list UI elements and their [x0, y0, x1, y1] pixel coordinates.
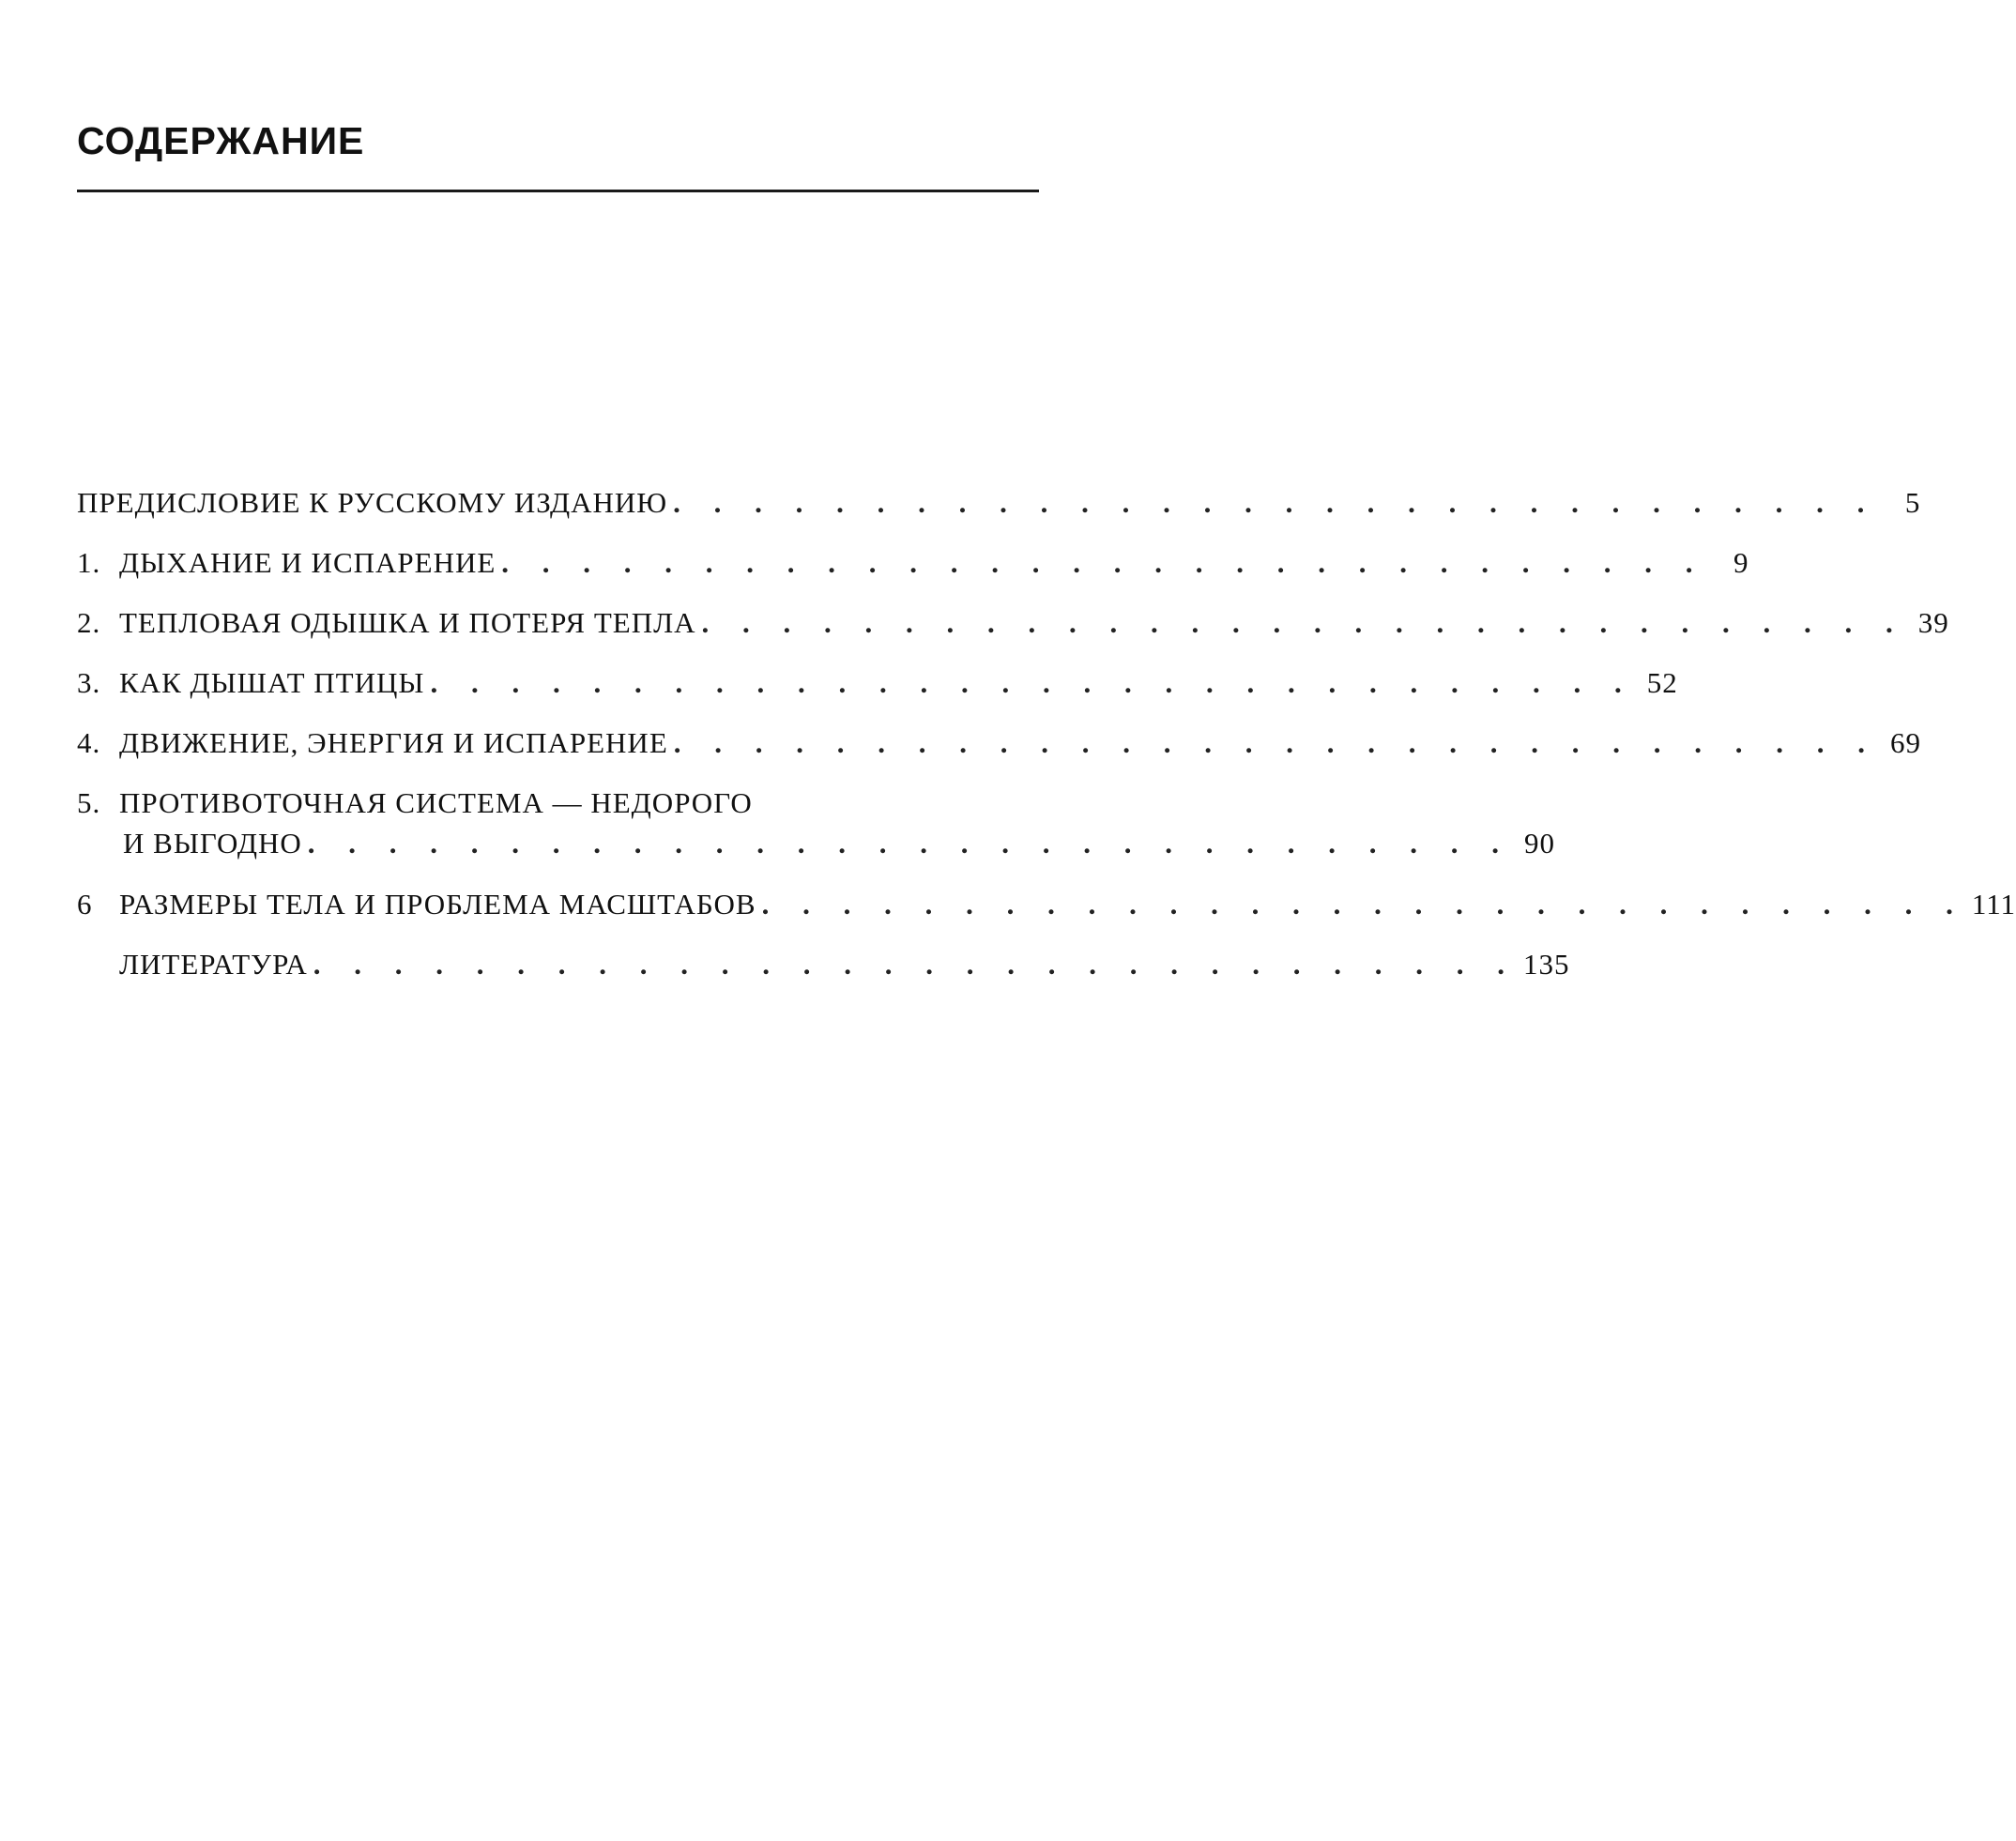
toc-entry-title: ПРОТИВОТОЧНАЯ СИСТЕМА — НЕДОРОГО — [119, 786, 753, 819]
toc-entry-number: 1. — [77, 546, 101, 579]
toc-entry-title: КАК ДЫШАТ ПТИЦЫ — [119, 666, 425, 699]
toc-page-number: 135 — [1523, 948, 1570, 981]
toc-entry-title: РАЗМЕРЫ ТЕЛА И ПРОБЛЕМА МАСШТАБОВ — [119, 888, 756, 920]
toc-entry[interactable] — [77, 486, 1921, 548]
toc-page-number: 9 — [1733, 546, 1749, 579]
dot-leader: . . . . . . . . . . . . . . . . . . . . . . . . . . . . . . — [673, 726, 1879, 759]
toc-entry[interactable] — [77, 666, 1678, 728]
toc-entry[interactable] — [77, 786, 1556, 890]
toc-page-number: 69 — [1890, 726, 1922, 759]
dot-leader: . . . . . . . . . . . . . . . . . . . . . . . . . . . . . . — [673, 486, 1878, 519]
toc-entry-title: ПРЕДИСЛОВИЕ К РУССКОМУ ИЗДАНИЮ — [77, 486, 668, 519]
toc-entry-number: 6 — [77, 888, 93, 920]
toc-page-number: 39 — [1917, 606, 1949, 639]
title-divider — [77, 190, 1039, 192]
toc-entry[interactable] — [77, 546, 1749, 608]
dot-leader: . . . . . . . . . . . . . . . . . . . . . . . . . . . . . . — [313, 948, 1519, 981]
table-of-contents — [77, 486, 2016, 1010]
toc-entry[interactable] — [77, 948, 1570, 1010]
page-title: СОДЕРЖАНИЕ — [77, 119, 365, 162]
toc-entry-title: ДВИЖЕНИЕ, ЭНЕРГИЯ И ИСПАРЕНИЕ — [119, 726, 668, 759]
dot-leader: . . . . . . . . . . . . . . . . . . . . . . . . . . . . . . — [307, 827, 1513, 860]
toc-page-number: 111 — [1971, 888, 2016, 920]
toc-entry[interactable] — [77, 888, 2016, 950]
dot-leader: . . . . . . . . . . . . . . . . . . . . . . . . . . . . . . — [501, 546, 1706, 579]
toc-page-number: 5 — [1904, 486, 1921, 519]
toc-entry-title-continued: И ВЫГОДНО — [123, 827, 302, 860]
toc-entry-number: 3. — [77, 666, 101, 699]
toc-page-number: 52 — [1646, 666, 1678, 699]
toc-entry-title: ЛИТЕРАТУРА — [119, 948, 308, 981]
toc-entry-number: 2. — [77, 606, 101, 639]
dot-leader: . . . . . . . . . . . . . . . . . . . . . . . . . . . . . . — [701, 606, 1906, 639]
toc-entry-number: 4. — [77, 726, 101, 759]
toc-entry-number: 5. — [77, 786, 101, 819]
dot-leader: . . . . . . . . . . . . . . . . . . . . . . . . . . . . . . — [761, 888, 1966, 920]
toc-page-number: 90 — [1524, 827, 1556, 860]
toc-entry[interactable] — [77, 726, 1922, 788]
toc-entry[interactable] — [77, 606, 1949, 668]
dot-leader: . . . . . . . . . . . . . . . . . . . . . . . . . . . . . . — [430, 666, 1635, 699]
toc-entry-title: ДЫХАНИЕ И ИСПАРЕНИЕ — [119, 546, 496, 579]
toc-entry-title: ТЕПЛОВАЯ ОДЫШКА И ПОТЕРЯ ТЕПЛА — [119, 606, 696, 639]
